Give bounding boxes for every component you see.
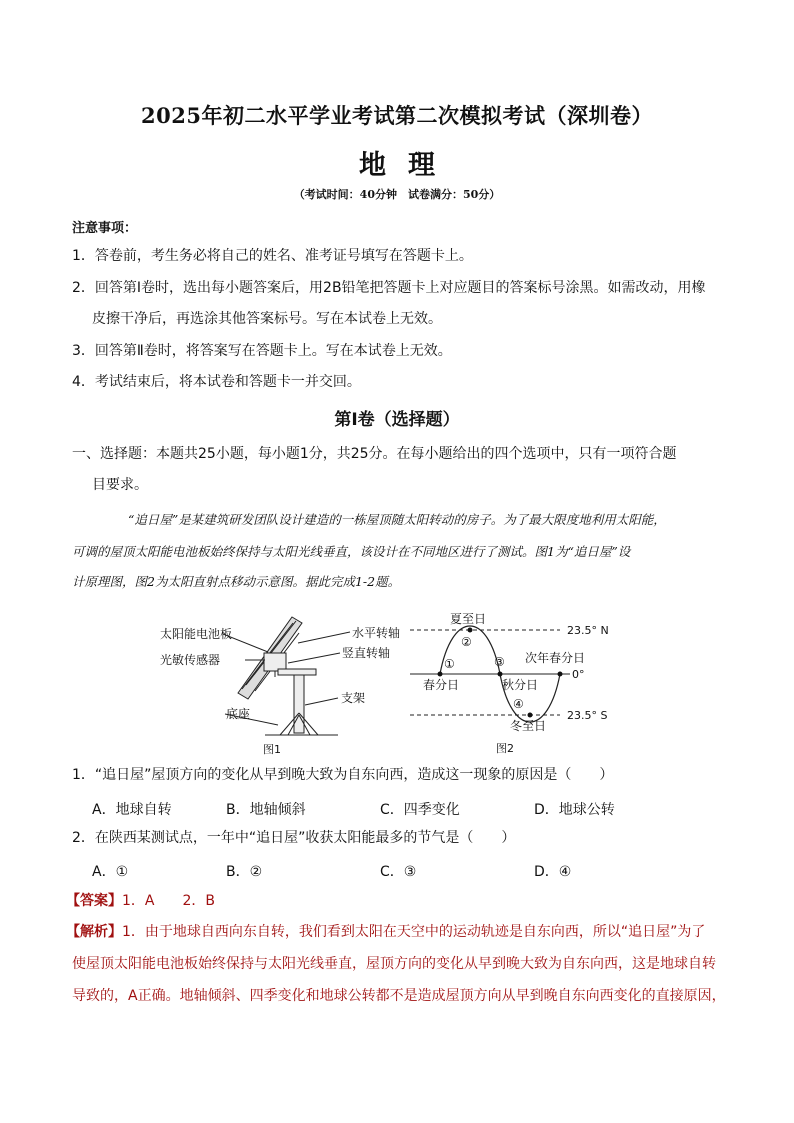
section-instruction: 一、选择题：本题共25小题，每小题1分，共25分。在每小题给出的四个选项中，只有一项符合题 — [72, 446, 677, 462]
figure1-diagram — [160, 605, 420, 760]
option-b[interactable]: B．地轴倾斜 — [226, 802, 306, 818]
exam-info: （考试时间：40分钟 试卷满分：50分） — [293, 188, 501, 201]
passage-line: 计原理图，图2为太阳直射点移动示意图。据此完成1-2题。 — [72, 574, 401, 589]
answer-text: 1．A 2．B — [122, 893, 215, 909]
label-next-spring: 次年春分日 — [525, 651, 586, 665]
subject-title: 地理 — [359, 150, 457, 181]
notice-item: 1．答卷前，考生务必将自己的姓名、准考证号填写在答题卡上。 — [72, 248, 473, 264]
label-p2: ② — [461, 635, 472, 649]
notice-item: 4．考试结束后，将本试卷和答题卡一并交回。 — [72, 374, 361, 390]
option-a[interactable]: A．① — [92, 864, 129, 880]
point-spring — [438, 672, 443, 677]
label-v-axis: 竖直转轴 — [342, 646, 391, 660]
label-support: 支架 — [341, 691, 366, 705]
label-base: 底座 — [226, 707, 251, 721]
notice-item: 3．回答第Ⅱ卷时，将答案写在答题卡上。写在本试卷上无效。 — [72, 343, 452, 359]
label-n-lat: 23.5° N — [567, 624, 609, 637]
label-p3: ③ — [494, 655, 505, 669]
label-equator: 0° — [572, 668, 585, 681]
answer-label: 【答案】 — [66, 893, 122, 909]
option-d[interactable]: D．地球公转 — [534, 802, 615, 818]
point-next-spring — [558, 672, 563, 677]
analysis-line: 使屋顶太阳能电池板始终保持与太阳光线垂直，屋顶方向的变化从早到晚大致为自东向西，这是地球自转 — [72, 956, 716, 972]
option-c[interactable]: C．③ — [380, 864, 417, 880]
label-panel: 太阳能电池板 — [160, 627, 233, 641]
point-summer — [468, 628, 473, 633]
label-sensor: 光敏传感器 — [160, 653, 221, 667]
point-autumn — [498, 672, 503, 677]
label-summer: 夏至日 — [450, 612, 487, 626]
label-s-lat: 23.5° S — [567, 709, 608, 722]
notice-item: 皮擦干净后，再选涂其他答案标号。写在本试卷上无效。 — [92, 311, 442, 327]
exam-title: 2025年初二水平学业考试第二次模拟考试（深圳卷） — [141, 103, 653, 128]
answer-line — [66, 890, 215, 912]
analysis-line — [66, 921, 705, 943]
passage-line: 可调的屋顶太阳能电池板始终保持与太阳光线垂直，该设计在不同地区进行了测试。图1为“追日屋”设 — [72, 544, 631, 559]
section-title: 第Ⅰ卷（选择题） — [334, 410, 460, 430]
label-h-axis: 水平转轴 — [352, 626, 401, 640]
point-winter — [528, 713, 533, 718]
option-c[interactable]: C．四季变化 — [380, 802, 460, 818]
figure2-diagram — [410, 610, 640, 760]
label-autumn: 秋分日 — [502, 678, 539, 692]
analysis-label: 【解析】 — [66, 924, 122, 940]
option-a[interactable]: A．地球自转 — [92, 802, 172, 818]
question-stem: 2．在陕西某测试点，一年中“追日屋”收获太阳能最多的节气是（ ） — [72, 830, 516, 846]
label-spring: 春分日 — [423, 678, 460, 692]
notice-item: 2．回答第Ⅰ卷时，选出每小题答案后，用2B铅笔把答题卡上对应题目的答案标号涂黑。如需改动，用橡 — [72, 280, 706, 296]
option-b[interactable]: B．② — [226, 864, 263, 880]
label-winter: 冬至日 — [510, 719, 547, 733]
label-p1: ① — [444, 657, 455, 671]
label-p4: ④ — [513, 697, 524, 711]
analysis-line: 导致的，A正确。地轴倾斜、四季变化和地球公转都不是造成屋顶方向从早到晚自东向西变化的直接原因， — [72, 988, 726, 1004]
option-d[interactable]: D．④ — [534, 864, 572, 880]
figure2-caption: 图2 — [496, 742, 514, 755]
passage-line: “追日屋”是某建筑研发团队设计建造的一栋屋顶随太阳转动的房子。为了最大限度地利用太阳能， — [128, 512, 666, 527]
question-stem: 1．“追日屋”屋顶方向的变化从早到晚大致为自东向西，造成这一现象的原因是（ ） — [72, 767, 614, 783]
section-instruction: 目要求。 — [92, 477, 148, 493]
analysis-text: 1．由于地球自西向东自转，我们看到太阳在天空中的运动轨迹是自东向西，所以“追日屋”为了 — [122, 924, 706, 940]
notice-heading: 注意事项： — [72, 221, 138, 236]
figure1-caption: 图1 — [263, 743, 281, 756]
